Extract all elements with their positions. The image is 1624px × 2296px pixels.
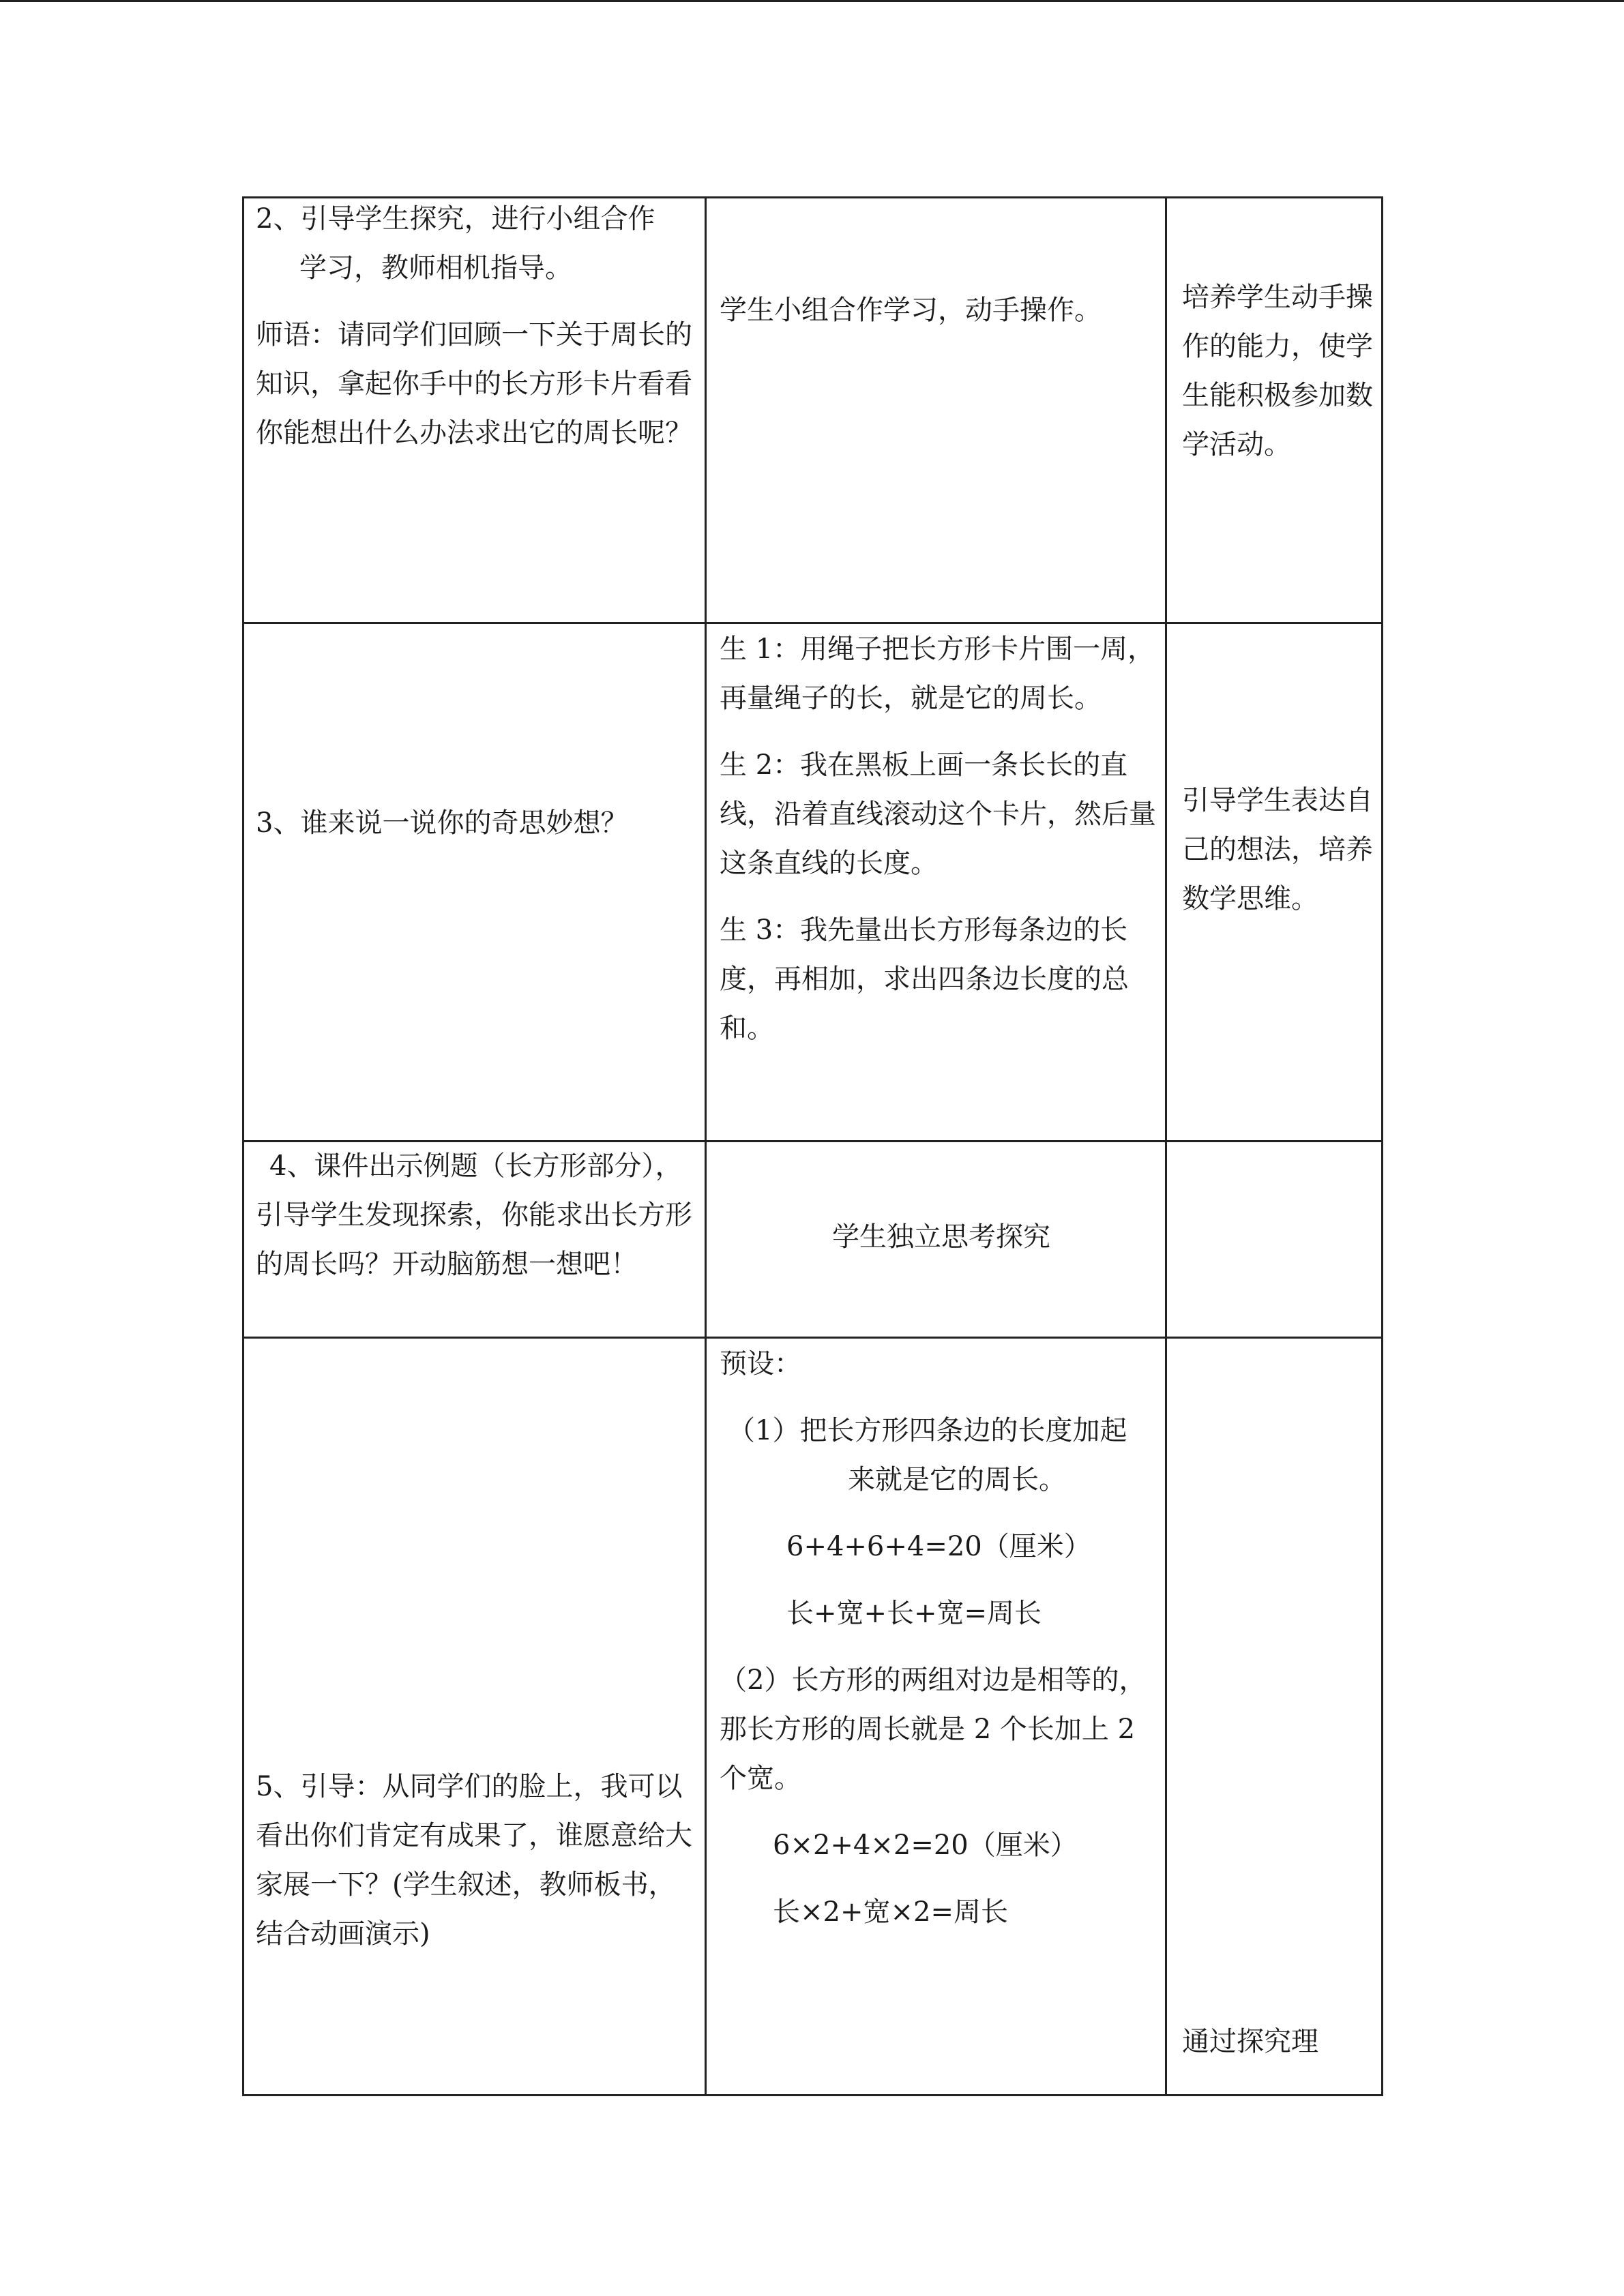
row1-purpose-cell <box>1182 273 1376 469</box>
row4-student-line3: 来就是它的周长。 <box>848 1464 1066 1495</box>
row4-student-line4: 6+4+6+4=20（厘米） <box>786 1531 1091 1562</box>
row4-purpose-cell <box>1182 2017 1376 2066</box>
row4-student-line1: 预设： <box>720 1348 801 1380</box>
row1-purpose: 培养学生动手操作的能力，使学生能积极参加数学活动。 <box>1182 282 1373 460</box>
row4-student-line5: 长+宽+长+宽=周长 <box>786 1598 1042 1629</box>
row2-student-line1: 生 1：用绳子把长方形卡片围一周，再量绳子的长，就是它的周长。 <box>720 633 1155 714</box>
row2-student-cell <box>720 625 1163 1053</box>
row4-teacher-line1: 5、引导：从同学们的脸上，我可以看出你们肯定有成果了，谁愿意给大家展一下？(学生叙述，教师板书，结合动画演示) <box>256 1771 692 1950</box>
row4-student-cell <box>720 1339 1163 1937</box>
row2-purpose-cell <box>1182 776 1376 923</box>
row1-teacher-line3: 师语：请同学们回顾一下关于周长的知识，拿起你手中的长方形卡片看看你能想出什么办法求出它的周长呢？ <box>256 319 692 449</box>
row4-student-line2: （1）把长方形四条边的长度加起 <box>728 1415 1127 1446</box>
row4-teacher-cell <box>256 1762 692 1958</box>
table-border-left <box>242 196 244 2096</box>
row2-student-line2: 生 2：我在黑板上画一条长长的直线，沿着直线滚动这个卡片，然后量这条直线的长度。 <box>720 749 1156 879</box>
table-border-bottom <box>242 2094 1383 2096</box>
row3-student-line1: 学生独立思考探究 <box>832 1221 1050 1253</box>
row4-student-line7: 6×2+4×2=20（厘米） <box>773 1830 1078 1861</box>
page-top-border <box>0 0 1624 2</box>
row3-student-cell <box>720 1212 1163 1262</box>
row1-teacher-line2: 学习，教师相机指导。 <box>299 252 572 284</box>
row2-student-line3: 生 3：我先量出长方形每条边的长度，再相加，求出四条边长度的总和。 <box>720 914 1129 1044</box>
row1-teacher-line1: 2、引导学生探究，进行小组合作 <box>256 203 655 235</box>
row4-purpose: 通过探究理 <box>1182 2026 1318 2057</box>
row3-teacher-cell <box>256 1142 692 1289</box>
row2-teacher-cell <box>256 799 692 848</box>
row4-student-line8: 长×2+宽×2=周长 <box>773 1896 1008 1928</box>
column-divider-1 <box>705 196 707 2096</box>
column-divider-2 <box>1165 196 1167 2096</box>
row1-student-line1: 学生小组合作学习，动手操作。 <box>720 295 1102 326</box>
lesson-table <box>242 196 1383 2096</box>
row1-student-cell <box>720 286 1163 335</box>
row2-teacher-line1: 3、谁来说一说你的奇思妙想？ <box>256 807 628 839</box>
row-divider-1 <box>242 622 1383 624</box>
row-divider-3 <box>242 1337 1383 1339</box>
row2-purpose: 引导学生表达自己的想法，培养数学思维。 <box>1182 785 1373 914</box>
row4-student-line6: （2）长方形的两组对边是相等的，那长方形的周长就是 2 个长加上 2 个宽。 <box>720 1665 1147 1794</box>
row3-teacher-line1: 4、课件出示例题（长方形部分），引导学生发现探索，你能求出长方形的周长吗？开动脑筋想一想吧！ <box>256 1150 692 1280</box>
table-border-right <box>1381 196 1383 2096</box>
row1-teacher-cell <box>256 194 692 458</box>
